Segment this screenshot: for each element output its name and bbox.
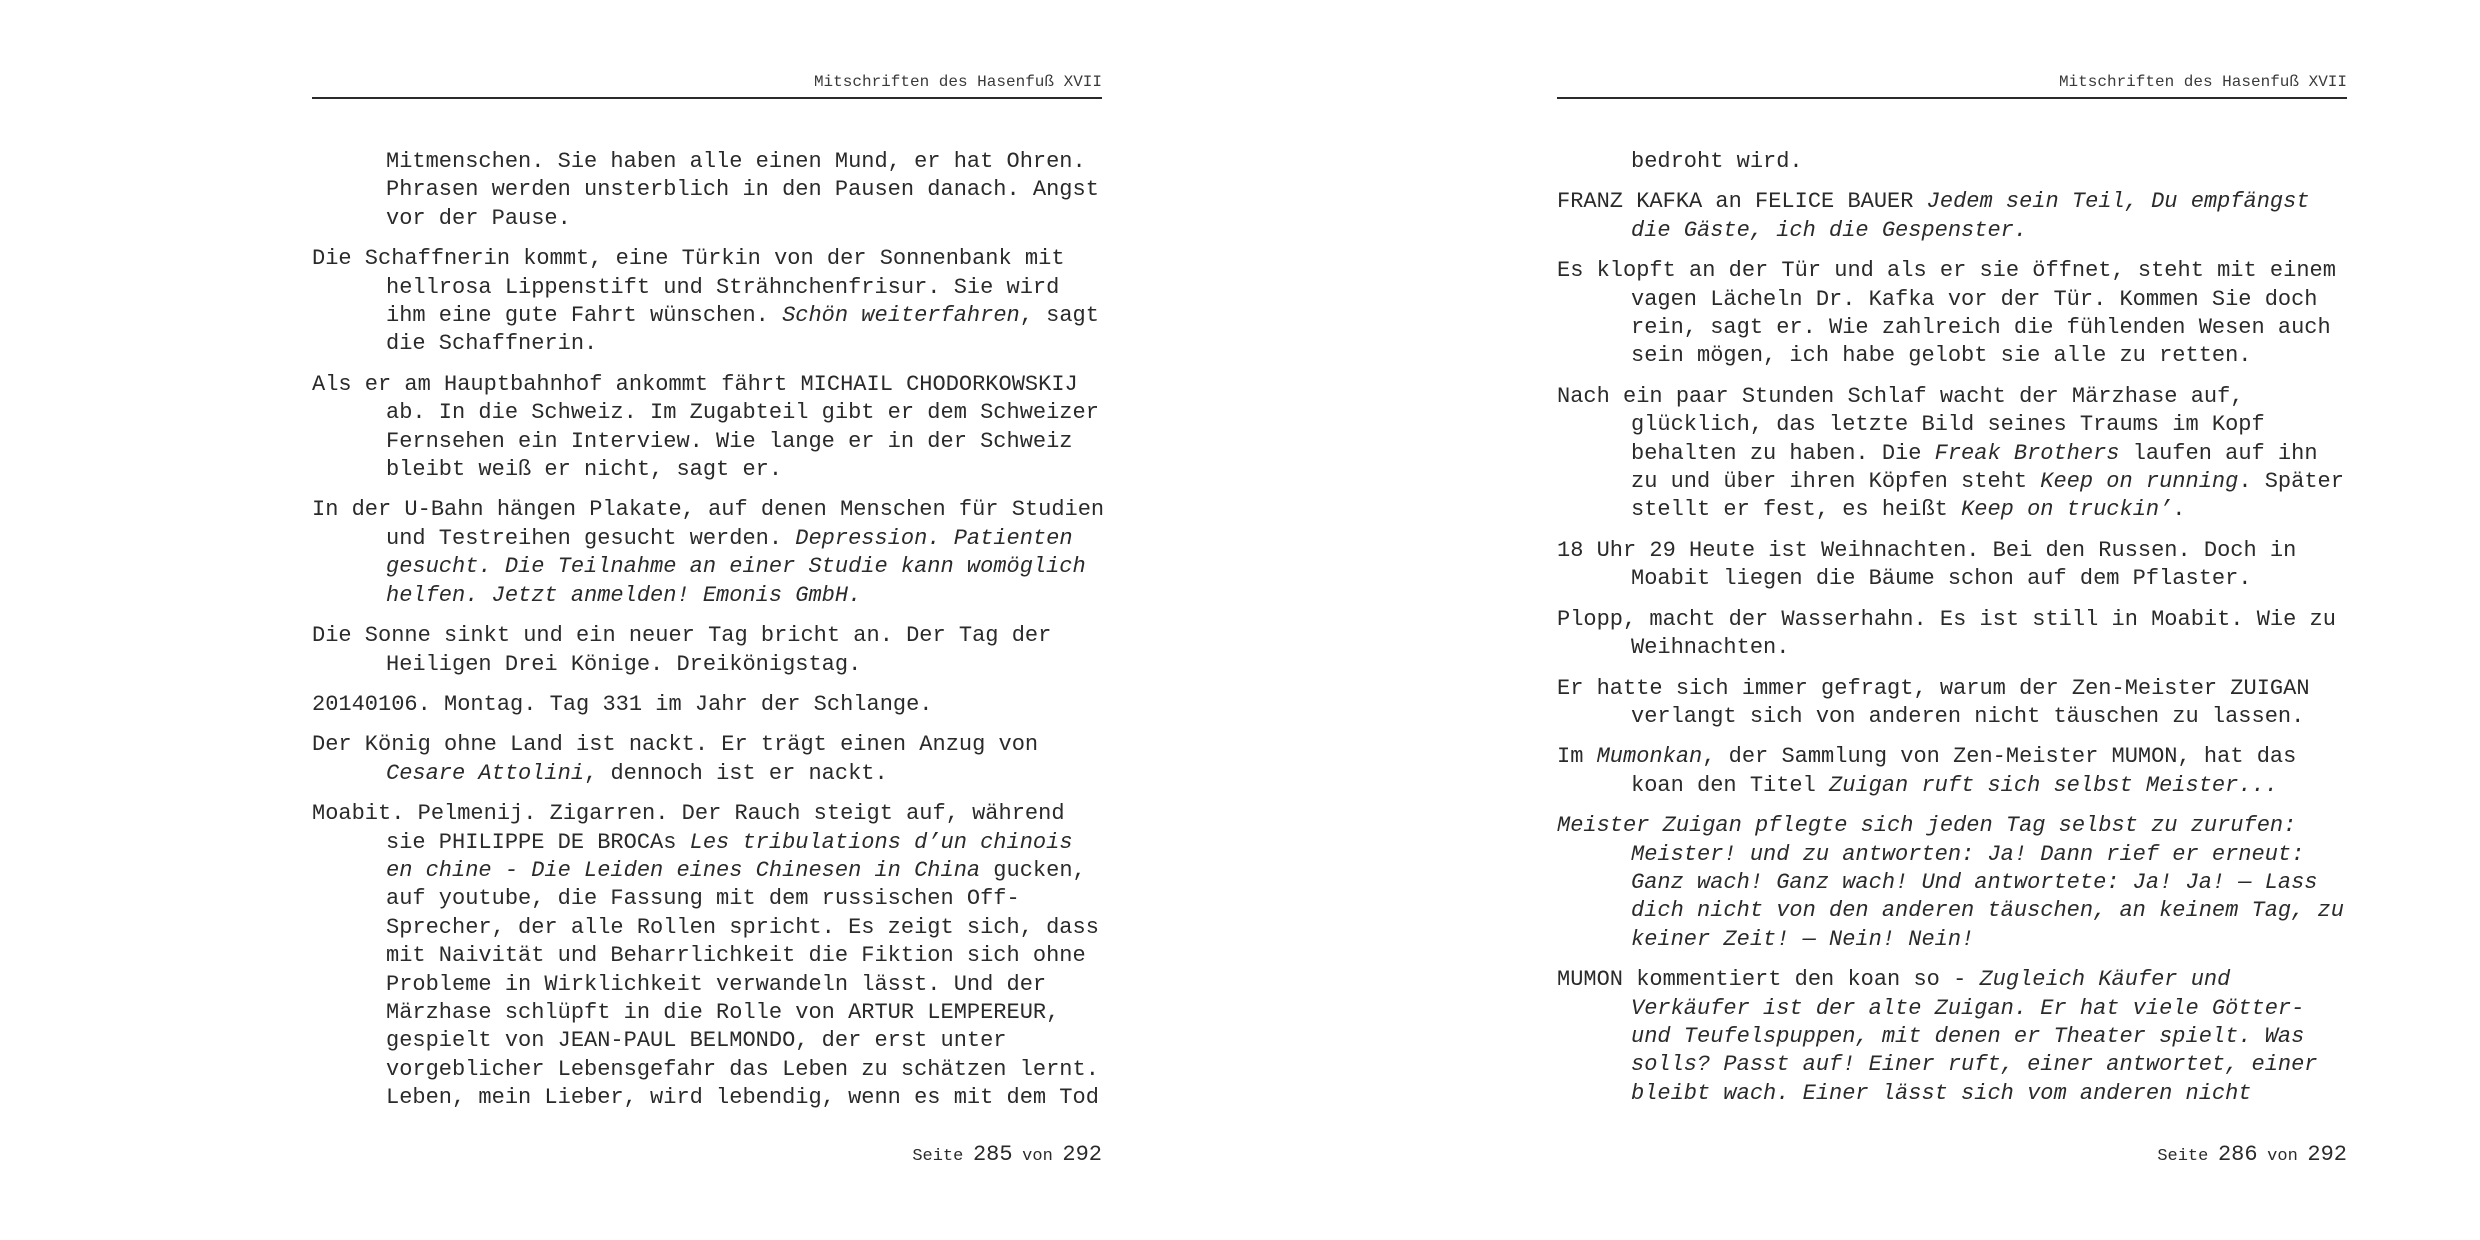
text-segment: Leben, mein Lieber, wird lebendig, wenn es mit dem Tod [386, 1085, 1099, 1111]
text-segment: Mitmenschen. Sie haben alle einen Mund, er hat Ohren. [386, 149, 1086, 174]
text-segment: . [2172, 497, 2186, 523]
text-line [312, 371, 1102, 399]
text-line [312, 942, 1102, 970]
italic-text: bleibt wach. Einer lässt sich vom anderen nicht [1631, 1080, 2252, 1106]
text-line [312, 1027, 1102, 1055]
text-segment: ab. In die Schweiz. Im Zugabteil gibt er dem Schweizer [386, 400, 1099, 426]
running-header: Mitschriften des Hasenfuß XVII [2058, 73, 2347, 91]
text-segment: vorgeblicher Lebensgefahr das Leben zu schätzen lernt. [386, 1056, 1099, 1082]
text-line [312, 176, 1102, 204]
paragraph [312, 622, 1102, 679]
text-line [1557, 606, 2347, 634]
text-line [312, 582, 1102, 610]
text-line [312, 456, 1102, 484]
paragraph [1557, 537, 2347, 594]
text-line [312, 691, 1102, 719]
paragraph [1557, 812, 2347, 954]
italic-text: en chine - Die Leiden eines Chinesen in China [386, 857, 981, 883]
footer-prefix: Seite [912, 1147, 964, 1166]
italic-text: die Gäste, ich die Gespenster. [1631, 217, 2028, 243]
text-line [1557, 966, 2347, 994]
text-segment: Die Sonne sinkt und ein neuer Tag bricht an. Der Tag der [312, 623, 1052, 649]
text-line [312, 971, 1102, 999]
text-line [1557, 314, 2347, 342]
text-segment: 18 Uhr 29 Heute ist Weihnachten. Bei den Russen. Doch in [1557, 537, 2297, 563]
text-segment: , sagt [1019, 303, 1099, 329]
text-line [1557, 565, 2347, 593]
text-segment: Er hatte sich immer gefragt, warum der Zen-Meister ZUIGAN [1557, 675, 2310, 701]
right-page [1553, 0, 2353, 1240]
page-body [312, 148, 1105, 1125]
text-line [1557, 926, 2347, 954]
header-rule [312, 97, 1102, 99]
text-segment: gespielt von JEAN-PAUL BELMONDO, der erst unter [386, 1028, 1007, 1054]
text-line [1557, 1051, 2347, 1079]
text-segment: Phrasen werden unsterblich in den Pausen danach. Angst [386, 177, 1099, 203]
paragraph [1557, 606, 2347, 663]
text-line [312, 302, 1102, 330]
text-segment: gucken, [980, 857, 1086, 883]
footer-prefix: Seite [2157, 1147, 2209, 1166]
italic-text: Freak Brothers [1934, 440, 2120, 466]
text-segment: behalten zu haben. Die [1631, 440, 1935, 466]
text-segment: In der U-Bahn hängen Plakate, auf denen Menschen für Studien [312, 497, 1105, 523]
italic-text: Meister Zuigan pflegte sich jeden Tag selbst zu zurufen: [1557, 813, 2297, 839]
text-line [312, 731, 1102, 759]
text-line [1557, 468, 2347, 496]
text-line [312, 245, 1102, 273]
paragraph [1557, 188, 2347, 245]
footer-page-number: 286 [2217, 1142, 2258, 1167]
text-segment: sie PHILIPPE DE BROCAs [386, 829, 690, 855]
text-line [1557, 148, 2347, 176]
italic-text: solls? Passt auf! Einer ruft, einer antwortet, einer [1631, 1052, 2318, 1078]
text-line [312, 148, 1102, 176]
text-segment: vor der Pause. [386, 205, 571, 231]
italic-text: und Teufelspuppen, mit denen er Theater spielt. Was [1631, 1023, 2305, 1049]
page-body [1557, 148, 2347, 1120]
italic-text: Depression. Patienten [795, 525, 1073, 551]
text-segment: Der König ohne Land ist nackt. Er trägt einen Anzug von [312, 732, 1039, 758]
paragraph [1557, 148, 2347, 176]
text-line [1557, 772, 2347, 800]
text-line [1557, 537, 2347, 565]
italic-text: Keep on truckin’ [1961, 497, 2173, 523]
text-line [1557, 995, 2347, 1023]
paragraph [312, 496, 1105, 610]
text-line [1557, 897, 2347, 925]
italic-text: gesucht. Die Teilnahme an einer Studie kann womöglich [386, 554, 1086, 580]
text-line [312, 399, 1102, 427]
text-segment: sein mögen, ich habe gelobt sie alle zu retten. [1631, 343, 2252, 369]
text-line [312, 1084, 1102, 1112]
italic-text: Cesare Attolini [386, 760, 585, 786]
text-segment: bleibt weiß er nicht, sagt er. [386, 457, 783, 483]
text-line [312, 651, 1102, 679]
text-segment: glücklich, das letzte Bild seines Traums im Kopf [1631, 412, 2265, 438]
text-segment: vagen Lächeln Dr. Kafka vor der Tür. Kommen Sie doch [1631, 286, 2318, 312]
text-segment: , dennoch ist er nackt. [584, 760, 888, 786]
text-segment: Nach ein paar Stunden Schlaf wacht der Märzhase auf, [1557, 383, 2244, 409]
italic-text: dich nicht von den anderen täuschen, an keinem Tag, zu [1631, 898, 2344, 924]
text-segment: ihm eine gute Fahrt wünschen. [386, 303, 783, 329]
text-line [312, 914, 1102, 942]
text-segment: zu und über ihren Köpfen steht [1631, 469, 2041, 495]
text-line [1557, 675, 2347, 703]
text-line [1557, 411, 2347, 439]
italic-text: Jedem sein Teil, Du empfängst [1926, 189, 2310, 215]
text-segment: Fernsehen ein Interview. Wie lange er in der Schweiz [386, 428, 1073, 454]
text-segment: verlangt sich von anderen nicht täuschen zu lassen. [1631, 703, 2305, 729]
italic-text: Meister! und zu antworten: Ja! Dann rief er erneut: [1631, 841, 2305, 867]
text-segment: MUMON kommentiert den koan so - [1557, 967, 1980, 993]
text-segment: hellrosa Lippenstift und Strähnchenfrisur. Sie wird [386, 274, 1060, 300]
footer-connector: von [2267, 1147, 2298, 1166]
paragraph [1557, 383, 2347, 525]
text-segment: Weihnachten. [1631, 635, 1790, 661]
text-segment: Heiligen Drei Könige. Dreikönigstag. [386, 651, 862, 677]
left-page [308, 0, 1108, 1240]
text-line [312, 800, 1102, 828]
text-segment: Plopp, macht der Wasserhahn. Es ist still in Moabit. Wie zu [1557, 606, 2336, 632]
text-line [312, 999, 1102, 1027]
italic-text: helfen. Jetzt anmelden! Emonis GmbH. [386, 582, 862, 608]
text-line [1557, 743, 2347, 771]
italic-text: Les tribulations d’un chinois [689, 829, 1073, 855]
text-segment: Im [1557, 744, 1597, 770]
text-segment: mit Naivität und Beharrlichkeit die Fiktion sich ohne [386, 943, 1086, 969]
text-segment: , der Sammlung von Zen-Meister MUMON, hat das [1702, 744, 2297, 770]
text-segment: Probleme in Wirklichkeit verwandeln lässt. Und der [386, 971, 1047, 997]
footer-connector: von [1022, 1147, 1053, 1166]
text-line [1557, 812, 2347, 840]
text-segment: Als er am Hauptbahnhof ankommt fährt MICHAIL CHODORKOWSKIJ [312, 371, 1078, 397]
text-segment: Moabit liegen die Bäume schon auf dem Pflaster. [1631, 566, 2252, 592]
page-footer [1557, 1142, 2347, 1167]
page-footer [312, 1142, 1102, 1167]
paragraph [312, 245, 1102, 359]
italic-text: Zugleich Käufer und [1979, 967, 2231, 993]
text-segment: . Später [2238, 469, 2344, 495]
text-segment: bedroht wird. [1631, 149, 1803, 174]
text-segment: FRANZ KAFKA an FELICE BAUER [1557, 189, 1927, 215]
text-line [312, 622, 1102, 650]
text-line [312, 885, 1102, 913]
text-segment: und Testreihen gesucht werden. [386, 525, 796, 551]
text-line [1557, 383, 2347, 411]
italic-text: keiner Zeit! — Nein! Nein! [1631, 926, 1975, 952]
italic-text: Mumonkan [1596, 744, 1703, 770]
text-line [1557, 869, 2347, 897]
text-segment: auf youtube, die Fassung mit dem russischen Off- [386, 886, 1020, 912]
text-line [1557, 217, 2347, 245]
text-segment: Sprecher, der alle Rollen spricht. Es zeigt sich, dass [386, 914, 1099, 940]
text-segment: die Schaffnerin. [386, 331, 598, 357]
text-line [1557, 703, 2347, 731]
text-line [1557, 841, 2347, 869]
footer-page-total: 292 [1062, 1142, 1102, 1167]
italic-text: Verkäufer ist der alte Zuigan. Er hat viele Götter- [1631, 995, 2305, 1021]
italic-text: Ganz wach! Ganz wach! Und antwortete: Ja! Ja! — Lass [1631, 869, 2318, 895]
paragraph [1557, 966, 2347, 1108]
text-line [312, 428, 1102, 456]
italic-text: Keep on running [2040, 469, 2239, 495]
text-line [312, 1056, 1102, 1084]
text-segment: Moabit. Pelmenij. Zigarren. Der Rauch steigt auf, während [312, 801, 1065, 827]
text-line [1557, 440, 2347, 468]
text-line [312, 330, 1102, 358]
text-line [312, 829, 1102, 857]
footer-page-number: 285 [972, 1142, 1013, 1167]
running-header: Mitschriften des Hasenfuß XVII [813, 73, 1102, 91]
paragraph [312, 691, 1102, 719]
text-segment: rein, sagt er. Wie zahlreich die fühlenden Wesen auch [1631, 315, 2331, 341]
paragraph [312, 371, 1102, 485]
header-rule [1557, 97, 2347, 99]
text-line [312, 205, 1102, 233]
paragraph [312, 800, 1102, 1112]
text-segment: Die Schaffnerin kommt, eine Türkin von der Sonnenbank mit [312, 246, 1065, 272]
text-line [1557, 634, 2347, 662]
text-line [312, 857, 1102, 885]
text-line [1557, 188, 2347, 216]
text-segment: 20140106. Montag. Tag 331 im Jahr der Schlange. [312, 691, 933, 717]
text-line [312, 274, 1102, 302]
paragraph [312, 148, 1102, 233]
text-line [312, 553, 1102, 581]
text-line [1557, 1023, 2347, 1051]
text-line [1557, 257, 2347, 285]
italic-text: Zuigan ruft sich selbst Meister... [1829, 772, 2278, 798]
paragraph [1557, 743, 2347, 800]
text-line [1557, 1080, 2347, 1108]
text-line [1557, 342, 2347, 370]
text-line [312, 760, 1102, 788]
text-segment: stellt er fest, es heißt [1631, 497, 1962, 523]
paragraph [1557, 257, 2347, 371]
paragraph [312, 731, 1102, 788]
paragraph [1557, 675, 2347, 732]
text-line [312, 496, 1105, 524]
text-line [312, 525, 1102, 553]
italic-text: Schön weiterfahren [782, 303, 1020, 329]
text-line [1557, 286, 2347, 314]
footer-page-total: 292 [2307, 1142, 2347, 1167]
text-line [1557, 496, 2347, 524]
text-segment: koan den Titel [1631, 772, 1830, 798]
text-segment: Märzhase schlüpft in die Rolle von ARTUR LEMPEREUR, [386, 999, 1060, 1025]
text-segment: Es klopft an der Tür und als er sie öffnet, steht mit einem [1557, 258, 2336, 284]
text-segment: laufen auf ihn [2119, 440, 2318, 466]
